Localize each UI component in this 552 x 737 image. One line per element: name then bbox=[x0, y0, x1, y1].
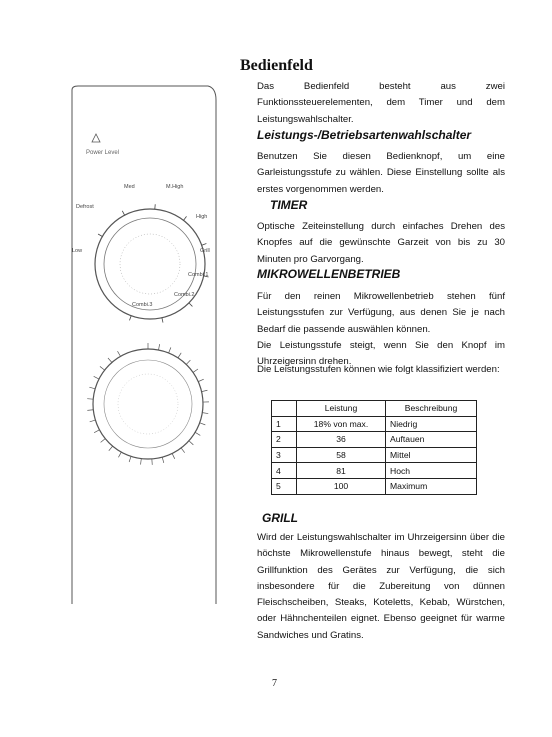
power-level-label: Power Level bbox=[86, 150, 120, 156]
knob-tick bbox=[202, 413, 208, 414]
table-cell: 58 bbox=[297, 447, 386, 463]
table-header-cell bbox=[272, 401, 297, 417]
table-cell: Hoch bbox=[386, 463, 477, 479]
knob-tick bbox=[118, 351, 121, 356]
knob-label-combi1: Combi.1 bbox=[188, 272, 209, 278]
knob-tick bbox=[172, 453, 175, 458]
knob-label-defrost: Defrost bbox=[76, 204, 94, 210]
table-cell: Maximum bbox=[386, 478, 477, 494]
table-cell: Niedrig bbox=[386, 416, 477, 432]
table-row bbox=[272, 447, 477, 463]
control-panel-illustration bbox=[68, 84, 218, 604]
knob-tick bbox=[108, 358, 112, 363]
knob-label-med: Med bbox=[124, 184, 135, 190]
page-number: 7 bbox=[272, 678, 277, 689]
knob-tick bbox=[129, 456, 131, 462]
power-level-icon bbox=[92, 134, 100, 142]
knob-tick bbox=[186, 360, 190, 364]
knob-tick bbox=[98, 234, 102, 237]
knob-tick bbox=[90, 420, 96, 422]
section-text-grill: Wird der Leistungswahlschalter im Uhrzeigersinn über die höchste Mikrowellenstufe hinaus bewegt, steht die Grillfunktion des Gerätes zur Verfügung, die sich insbesondere für die Zubereitung von dünnen Fleischscheiben, Steaks, Koteletts, Kebab, Würstchen, oder Hähnchenteilen eignet. Ebenso geeignet für warme Sandwiches und Gratins. bbox=[257, 532, 505, 641]
knob-tick bbox=[162, 457, 164, 463]
knob-tick bbox=[202, 390, 208, 391]
table-cell: 4 bbox=[272, 463, 297, 479]
power-level-table bbox=[271, 400, 477, 495]
section-heading-power: Leistungs-/Betriebsartenwahlschalter bbox=[257, 128, 472, 142]
knob-tick bbox=[195, 432, 200, 435]
knob-tick bbox=[101, 439, 106, 443]
knob-tick bbox=[189, 303, 193, 307]
knob-label-grill: Grill bbox=[200, 248, 210, 254]
knob-tick bbox=[94, 430, 99, 433]
section-text-power: Benutzen Sie diesen Bedienknopf, um eine Garleistungsstufe zu wählen. Diese Einstellung sollte als erstes vorgenommen werden. bbox=[257, 151, 505, 195]
table-cell: 2 bbox=[272, 432, 297, 448]
table-row bbox=[272, 432, 477, 448]
knob-tick bbox=[118, 452, 121, 457]
table-cell: 18% von max. bbox=[297, 416, 386, 432]
panel-outline bbox=[72, 86, 216, 604]
section-text-timer: Optische Zeiteinstellung durch einfaches Drehen des Knopfes auf die gewünschte Garzeit von bis zu 30 Minuten pro Garvorgang. bbox=[257, 221, 505, 265]
knob-label-low: Low bbox=[72, 248, 83, 254]
knob-tick bbox=[178, 353, 181, 358]
knob-tick bbox=[162, 318, 163, 323]
knob-tick bbox=[87, 399, 93, 400]
knob-tick bbox=[89, 387, 95, 389]
knob-label-mhigh: M.High bbox=[166, 184, 184, 190]
table-row bbox=[272, 478, 477, 494]
table-cell: 81 bbox=[297, 463, 386, 479]
table-cell: 100 bbox=[297, 478, 386, 494]
timer-knob-ticks bbox=[87, 343, 209, 465]
table-cell: 3 bbox=[272, 447, 297, 463]
knob-tick bbox=[169, 347, 171, 353]
knob-tick bbox=[189, 441, 193, 445]
knob-tick bbox=[202, 243, 207, 245]
table-cell: 36 bbox=[297, 432, 386, 448]
knob-tick bbox=[183, 216, 186, 220]
table-cell: 5 bbox=[272, 478, 297, 494]
knob-tick bbox=[100, 366, 105, 370]
knob-label-high: High bbox=[196, 214, 208, 220]
section-heading-micro: MIKROWELLENBETRIEB bbox=[257, 267, 401, 281]
knob-tick bbox=[200, 423, 206, 425]
knob-label-combi3: Combi.3 bbox=[132, 302, 153, 308]
table-header-cell: Leistung bbox=[297, 401, 386, 417]
knob-tick bbox=[129, 316, 131, 321]
knob-tick bbox=[94, 376, 99, 379]
section-text-micro-1: Für den reinen Mikrowellenbetrieb stehen fünf Leistungsstufen zur Verfügung, aus denen Sie je nach Bedarf die passende auswählen können. bbox=[257, 291, 505, 335]
knob-tick bbox=[193, 369, 198, 372]
table-row bbox=[272, 463, 477, 479]
table-row bbox=[272, 416, 477, 432]
knob-tick bbox=[158, 344, 159, 350]
page-title: Bedienfeld bbox=[240, 57, 313, 74]
section-text-micro-3: Die Leistungsstufen können wie folgt klassifiziert werden: bbox=[257, 364, 500, 375]
table-header-cell: Beschreibung bbox=[386, 401, 477, 417]
table-header-row bbox=[272, 401, 477, 417]
intro-text: Das Bedienfeld besteht aus zwei Funktionssteuerelementen, dem Timer und dem Leistungswahlschalter. bbox=[257, 81, 505, 125]
timer-knob bbox=[87, 343, 209, 465]
table-cell: Auftauen bbox=[386, 432, 477, 448]
knob-tick bbox=[122, 211, 124, 215]
section-heading-grill: GRILL bbox=[262, 511, 298, 525]
knob-tick bbox=[198, 379, 203, 381]
knob-tick bbox=[181, 448, 185, 453]
knob-tick bbox=[87, 410, 93, 411]
table-cell: Mittel bbox=[386, 447, 477, 463]
power-knob-labels bbox=[72, 184, 210, 308]
knob-tick bbox=[109, 446, 113, 451]
section-text-micro-2: Die Leistungsstufe steigt, wenn Sie den Knopf im Uhrzeigersinn drehen. bbox=[257, 340, 505, 368]
table-cell: 1 bbox=[272, 416, 297, 432]
knob-tick bbox=[141, 459, 142, 465]
section-heading-timer: TIMER bbox=[270, 198, 308, 212]
knob-label-combi2: Combi.2 bbox=[174, 292, 195, 298]
